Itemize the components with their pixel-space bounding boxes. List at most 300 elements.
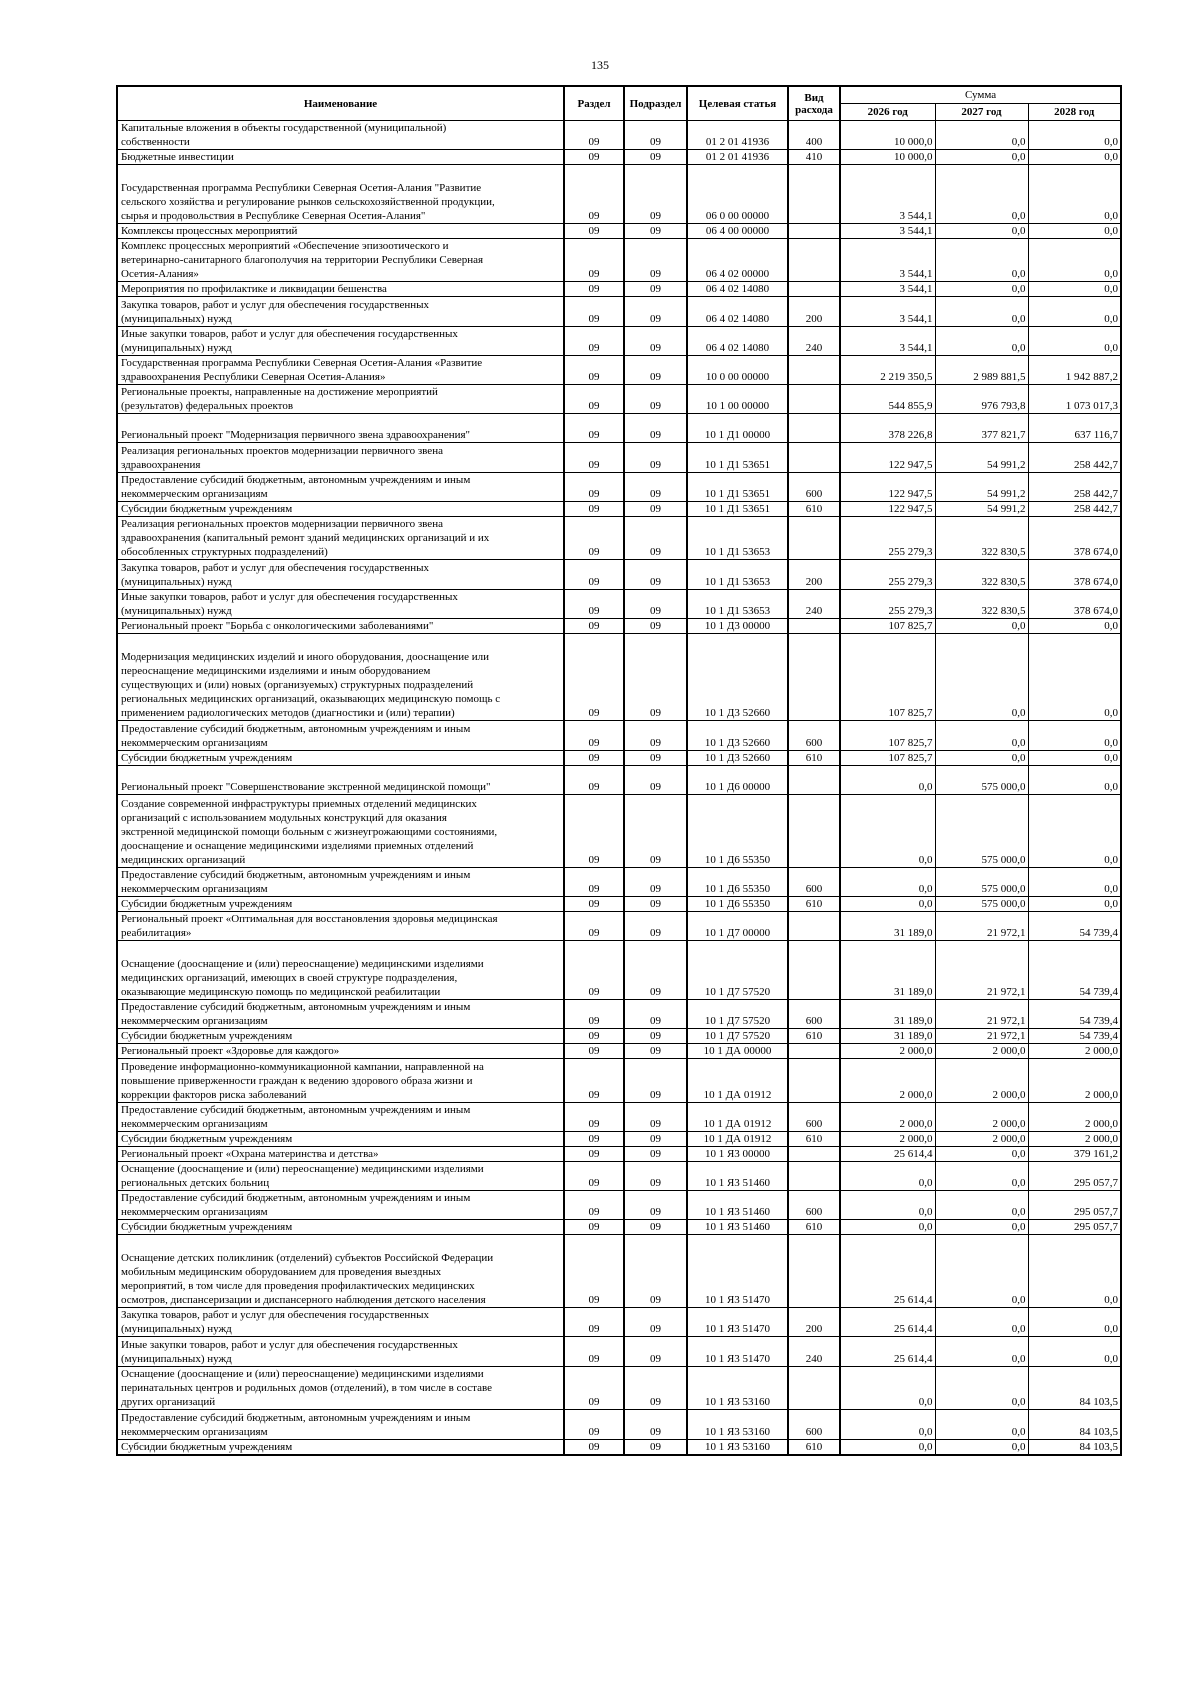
cell-vid-rashoda: 240 — [788, 589, 840, 618]
cell-podrazdel: 09 — [624, 1337, 687, 1366]
cell-vid-rashoda — [788, 165, 840, 223]
cell-name: Модернизация медицинских изделий и иного оборудования, дооснащение или переоснащение медицинскими изделиями и иным оборудованием существующих и (или) новых (организуемых) структурных подразделений региональных медицинских организаций, оказывающих медицинскую помощь с применением радиологических методов (диагностики и (или) терапии) — [117, 633, 564, 721]
table-row — [117, 414, 1121, 443]
table-row — [117, 121, 1121, 150]
cell-vid-rashoda — [788, 223, 840, 238]
cell-sum-2027: 0,0 — [935, 121, 1028, 150]
cell-sum-2026: 107 825,7 — [840, 721, 935, 750]
cell-sum-2027: 0,0 — [935, 1410, 1028, 1439]
cell-sum-2026: 0,0 — [840, 1410, 935, 1439]
table-row — [117, 165, 1121, 223]
cell-sum-2028: 0,0 — [1028, 238, 1121, 282]
cell-razdel: 09 — [564, 1410, 624, 1439]
cell-sum-2027: 0,0 — [935, 1366, 1028, 1410]
cell-celevaya-statya: 06 4 02 14080 — [687, 297, 788, 326]
cell-name: Оснащение (дооснащение и (или) переоснащение) медицинскими изделиями медицинских организаций, имеющих в своей структуре подразделения, оказывающие медицинскую помощь по медицинской реабилитации — [117, 941, 564, 999]
cell-celevaya-statya: 06 4 02 14080 — [687, 326, 788, 355]
cell-podrazdel: 09 — [624, 150, 687, 165]
table-row — [117, 1366, 1121, 1410]
cell-vid-rashoda: 610 — [788, 1028, 840, 1043]
cell-name: Субсидии бюджетным учреждениям — [117, 1131, 564, 1146]
cell-sum-2027: 575 000,0 — [935, 867, 1028, 896]
cell-sum-2028: 54 739,4 — [1028, 999, 1121, 1028]
cell-sum-2027: 575 000,0 — [935, 897, 1028, 912]
cell-name: Комплекс процессных мероприятий «Обеспечение эпизоотического и ветеринарно-санитарного благополучия на территории Республики Северная Осетия-Алания» — [117, 238, 564, 282]
table-row — [117, 297, 1121, 326]
cell-sum-2028: 54 739,4 — [1028, 941, 1121, 999]
table-row — [117, 443, 1121, 472]
cell-name: Предоставление субсидий бюджетным, автономным учреждениям и иным некоммерческим организациям — [117, 721, 564, 750]
cell-sum-2027: 0,0 — [935, 618, 1028, 633]
table-row — [117, 282, 1121, 297]
cell-vid-rashoda — [788, 414, 840, 443]
cell-sum-2027: 0,0 — [935, 1439, 1028, 1455]
cell-sum-2027: 322 830,5 — [935, 516, 1028, 560]
cell-celevaya-statya: 10 1 Я3 53160 — [687, 1366, 788, 1410]
cell-podrazdel: 09 — [624, 1161, 687, 1190]
cell-name: Закупка товаров, работ и услуг для обеспечения государственных (муниципальных) нужд — [117, 1308, 564, 1337]
table-row — [117, 1043, 1121, 1058]
cell-vid-rashoda — [788, 618, 840, 633]
cell-celevaya-statya: 10 1 ДА 01912 — [687, 1058, 788, 1102]
table-row — [117, 1102, 1121, 1131]
cell-celevaya-statya: 10 1 Д6 55350 — [687, 897, 788, 912]
cell-name: Региональный проект "Совершенствование экстренной медицинской помощи" — [117, 765, 564, 794]
cell-podrazdel: 09 — [624, 1043, 687, 1058]
header-summa: Сумма — [840, 86, 1121, 104]
cell-sum-2026: 0,0 — [840, 1161, 935, 1190]
cell-razdel: 09 — [564, 326, 624, 355]
budget-table — [116, 85, 1122, 1456]
cell-sum-2027: 54 991,2 — [935, 472, 1028, 501]
cell-sum-2026: 122 947,5 — [840, 472, 935, 501]
cell-vid-rashoda — [788, 516, 840, 560]
cell-razdel: 09 — [564, 1161, 624, 1190]
cell-sum-2026: 25 614,4 — [840, 1235, 935, 1308]
table-row — [117, 560, 1121, 589]
cell-sum-2028: 0,0 — [1028, 750, 1121, 765]
table-row — [117, 384, 1121, 413]
cell-name: Субсидии бюджетным учреждениям — [117, 501, 564, 516]
cell-celevaya-statya: 01 2 01 41936 — [687, 150, 788, 165]
cell-name: Региональные проекты, направленные на достижение мероприятий (результатов) федеральных проектов — [117, 384, 564, 413]
cell-podrazdel: 09 — [624, 223, 687, 238]
cell-name: Оснащение детских поликлиник (отделений) субъектов Российской Федерации мобильным медицинским оборудованием для проведения выездных мероприятий, в том числе для проведения профилактических медицинских осмотров, диспансеризации и диспансерного наблюдения детского населения — [117, 1235, 564, 1308]
cell-celevaya-statya: 06 4 00 00000 — [687, 223, 788, 238]
cell-podrazdel: 09 — [624, 326, 687, 355]
cell-sum-2027: 0,0 — [935, 1235, 1028, 1308]
cell-sum-2028: 295 057,7 — [1028, 1190, 1121, 1219]
cell-sum-2027: 322 830,5 — [935, 560, 1028, 589]
cell-sum-2027: 0,0 — [935, 750, 1028, 765]
cell-podrazdel: 09 — [624, 1146, 687, 1161]
cell-sum-2028: 258 442,7 — [1028, 472, 1121, 501]
cell-sum-2028: 258 442,7 — [1028, 501, 1121, 516]
cell-celevaya-statya: 10 1 Д6 00000 — [687, 765, 788, 794]
cell-razdel: 09 — [564, 1058, 624, 1102]
cell-sum-2027: 0,0 — [935, 326, 1028, 355]
cell-podrazdel: 09 — [624, 355, 687, 384]
cell-vid-rashoda: 240 — [788, 326, 840, 355]
cell-sum-2028: 0,0 — [1028, 1337, 1121, 1366]
cell-sum-2026: 107 825,7 — [840, 750, 935, 765]
table-row — [117, 912, 1121, 941]
cell-sum-2027: 0,0 — [935, 1190, 1028, 1219]
cell-celevaya-statya: 10 1 Д3 00000 — [687, 618, 788, 633]
cell-sum-2028: 0,0 — [1028, 121, 1121, 150]
cell-celevaya-statya: 10 1 Д7 57520 — [687, 1028, 788, 1043]
table-row — [117, 750, 1121, 765]
table-row — [117, 867, 1121, 896]
cell-celevaya-statya: 10 1 Д3 52660 — [687, 633, 788, 721]
cell-vid-rashoda: 610 — [788, 501, 840, 516]
cell-vid-rashoda: 400 — [788, 121, 840, 150]
cell-name: Предоставление субсидий бюджетным, автономным учреждениям и иным некоммерческим организациям — [117, 472, 564, 501]
cell-sum-2028: 295 057,7 — [1028, 1220, 1121, 1235]
cell-name: Субсидии бюджетным учреждениям — [117, 897, 564, 912]
cell-vid-rashoda — [788, 355, 840, 384]
cell-sum-2028: 295 057,7 — [1028, 1161, 1121, 1190]
cell-sum-2026: 25 614,4 — [840, 1337, 935, 1366]
cell-sum-2026: 2 000,0 — [840, 1102, 935, 1131]
cell-sum-2026: 3 544,1 — [840, 297, 935, 326]
cell-vid-rashoda: 610 — [788, 1439, 840, 1455]
cell-sum-2028: 1 073 017,3 — [1028, 384, 1121, 413]
cell-sum-2026: 255 279,3 — [840, 589, 935, 618]
table-row — [117, 1190, 1121, 1219]
cell-razdel: 09 — [564, 794, 624, 867]
cell-podrazdel: 09 — [624, 1102, 687, 1131]
cell-sum-2026: 31 189,0 — [840, 999, 935, 1028]
cell-celevaya-statya: 10 1 Я3 53160 — [687, 1439, 788, 1455]
cell-podrazdel: 09 — [624, 501, 687, 516]
cell-sum-2027: 0,0 — [935, 223, 1028, 238]
cell-sum-2028: 0,0 — [1028, 633, 1121, 721]
cell-celevaya-statya: 10 1 Д6 55350 — [687, 794, 788, 867]
cell-sum-2026: 0,0 — [840, 794, 935, 867]
cell-razdel: 09 — [564, 501, 624, 516]
table-row — [117, 999, 1121, 1028]
table-row — [117, 1058, 1121, 1102]
cell-sum-2026: 3 544,1 — [840, 165, 935, 223]
cell-razdel: 09 — [564, 1308, 624, 1337]
cell-sum-2027: 0,0 — [935, 1161, 1028, 1190]
cell-celevaya-statya: 10 1 Д1 53651 — [687, 501, 788, 516]
cell-sum-2026: 544 855,9 — [840, 384, 935, 413]
cell-sum-2026: 0,0 — [840, 897, 935, 912]
cell-name: Субсидии бюджетным учреждениям — [117, 750, 564, 765]
cell-razdel: 09 — [564, 165, 624, 223]
cell-sum-2027: 2 000,0 — [935, 1043, 1028, 1058]
cell-sum-2028: 54 739,4 — [1028, 912, 1121, 941]
cell-podrazdel: 09 — [624, 999, 687, 1028]
cell-sum-2028: 0,0 — [1028, 1235, 1121, 1308]
cell-sum-2027: 0,0 — [935, 238, 1028, 282]
cell-sum-2026: 255 279,3 — [840, 560, 935, 589]
cell-vid-rashoda: 600 — [788, 721, 840, 750]
cell-razdel: 09 — [564, 1366, 624, 1410]
cell-name: Государственная программа Республики Северная Осетия-Алания «Развитие здравоохранения Республики Северная Осетия-Алания» — [117, 355, 564, 384]
cell-sum-2026: 3 544,1 — [840, 282, 935, 297]
table-row — [117, 1161, 1121, 1190]
table-row — [117, 516, 1121, 560]
table-row — [117, 721, 1121, 750]
cell-sum-2026: 107 825,7 — [840, 633, 935, 721]
cell-sum-2026: 0,0 — [840, 765, 935, 794]
cell-sum-2026: 31 189,0 — [840, 912, 935, 941]
cell-sum-2027: 54 991,2 — [935, 443, 1028, 472]
cell-name: Комплексы процессных мероприятий — [117, 223, 564, 238]
cell-sum-2026: 107 825,7 — [840, 618, 935, 633]
table-row — [117, 238, 1121, 282]
cell-razdel: 09 — [564, 355, 624, 384]
table-row — [117, 589, 1121, 618]
cell-vid-rashoda — [788, 1043, 840, 1058]
cell-sum-2027: 575 000,0 — [935, 765, 1028, 794]
cell-vid-rashoda: 600 — [788, 999, 840, 1028]
table-row — [117, 618, 1121, 633]
table-row — [117, 1410, 1121, 1439]
cell-sum-2026: 3 544,1 — [840, 326, 935, 355]
cell-podrazdel: 09 — [624, 1366, 687, 1410]
cell-sum-2026: 0,0 — [840, 1190, 935, 1219]
cell-razdel: 09 — [564, 282, 624, 297]
cell-podrazdel: 09 — [624, 297, 687, 326]
cell-sum-2027: 0,0 — [935, 1308, 1028, 1337]
cell-sum-2028: 378 674,0 — [1028, 560, 1121, 589]
cell-vid-rashoda — [788, 1058, 840, 1102]
cell-podrazdel: 09 — [624, 1308, 687, 1337]
cell-name: Государственная программа Республики Северная Осетия-Алания "Развитие сельского хозяйства и регулирование рынков сельскохозяйственной продукции, сырья и продовольствия в Республике Северная Осетия-Алания" — [117, 165, 564, 223]
cell-celevaya-statya: 10 1 Д3 52660 — [687, 721, 788, 750]
cell-razdel: 09 — [564, 721, 624, 750]
cell-sum-2028: 637 116,7 — [1028, 414, 1121, 443]
cell-name: Оснащение (дооснащение и (или) переоснащение) медицинскими изделиями региональных детских больниц — [117, 1161, 564, 1190]
cell-vid-rashoda — [788, 941, 840, 999]
cell-sum-2028: 0,0 — [1028, 1308, 1121, 1337]
cell-vid-rashoda: 600 — [788, 472, 840, 501]
cell-name: Субсидии бюджетным учреждениям — [117, 1220, 564, 1235]
cell-sum-2028: 2 000,0 — [1028, 1058, 1121, 1102]
cell-sum-2028: 2 000,0 — [1028, 1131, 1121, 1146]
cell-razdel: 09 — [564, 1190, 624, 1219]
cell-name: Проведение информационно-коммуникационной кампании, направленной на повышение приверженности граждан к ведению здорового образа жизни и коррекции факторов риска заболеваний — [117, 1058, 564, 1102]
cell-sum-2027: 0,0 — [935, 150, 1028, 165]
table-row — [117, 326, 1121, 355]
cell-razdel: 09 — [564, 633, 624, 721]
cell-celevaya-statya: 10 1 ДА 01912 — [687, 1102, 788, 1131]
cell-sum-2026: 2 000,0 — [840, 1058, 935, 1102]
cell-vid-rashoda: 610 — [788, 897, 840, 912]
header-vid-rashoda: Вид расхода — [788, 86, 840, 121]
table-row — [117, 1131, 1121, 1146]
cell-sum-2026: 0,0 — [840, 1220, 935, 1235]
cell-podrazdel: 09 — [624, 165, 687, 223]
cell-vid-rashoda: 200 — [788, 1308, 840, 1337]
cell-celevaya-statya: 10 1 00 00000 — [687, 384, 788, 413]
cell-sum-2026: 122 947,5 — [840, 501, 935, 516]
cell-podrazdel: 09 — [624, 589, 687, 618]
cell-sum-2028: 1 942 887,2 — [1028, 355, 1121, 384]
cell-podrazdel: 09 — [624, 384, 687, 413]
cell-celevaya-statya: 10 1 Д1 53651 — [687, 443, 788, 472]
cell-sum-2028: 2 000,0 — [1028, 1102, 1121, 1131]
cell-vid-rashoda: 200 — [788, 560, 840, 589]
cell-sum-2027: 21 972,1 — [935, 999, 1028, 1028]
cell-sum-2026: 25 614,4 — [840, 1308, 935, 1337]
cell-razdel: 09 — [564, 297, 624, 326]
cell-razdel: 09 — [564, 765, 624, 794]
cell-sum-2028: 0,0 — [1028, 223, 1121, 238]
cell-razdel: 09 — [564, 589, 624, 618]
table-row — [117, 765, 1121, 794]
cell-razdel: 09 — [564, 560, 624, 589]
cell-name: Создание современной инфраструктуры приемных отделений медицинских организаций с использованием модульных конструкций для оказания экстренной медицинской помощи больным с жизнеугрожающими состояниями, дооснащение и оснащение медицинскими изделиями приемных отделений медицинских организаций — [117, 794, 564, 867]
cell-sum-2027: 21 972,1 — [935, 1028, 1028, 1043]
cell-sum-2026: 2 219 350,5 — [840, 355, 935, 384]
cell-name: Мероприятия по профилактике и ликвидации бешенства — [117, 282, 564, 297]
cell-celevaya-statya: 10 1 ДА 00000 — [687, 1043, 788, 1058]
cell-sum-2028: 0,0 — [1028, 765, 1121, 794]
cell-name: Предоставление субсидий бюджетным, автономным учреждениям и иным некоммерческим организациям — [117, 1102, 564, 1131]
cell-sum-2027: 0,0 — [935, 1337, 1028, 1366]
cell-razdel: 09 — [564, 618, 624, 633]
cell-razdel: 09 — [564, 472, 624, 501]
cell-name: Иные закупки товаров, работ и услуг для обеспечения государственных (муниципальных) нужд — [117, 589, 564, 618]
cell-razdel: 09 — [564, 516, 624, 560]
cell-vid-rashoda: 600 — [788, 1102, 840, 1131]
cell-vid-rashoda: 610 — [788, 1220, 840, 1235]
cell-podrazdel: 09 — [624, 121, 687, 150]
cell-vid-rashoda — [788, 765, 840, 794]
cell-podrazdel: 09 — [624, 1058, 687, 1102]
cell-sum-2026: 31 189,0 — [840, 1028, 935, 1043]
cell-vid-rashoda: 240 — [788, 1337, 840, 1366]
table-header — [117, 86, 1121, 121]
table-row — [117, 1337, 1121, 1366]
cell-celevaya-statya: 10 1 Я3 51470 — [687, 1337, 788, 1366]
table-row — [117, 794, 1121, 867]
table-row — [117, 223, 1121, 238]
header-year-2028: 2028 год — [1028, 104, 1121, 121]
cell-podrazdel: 09 — [624, 1131, 687, 1146]
cell-podrazdel: 09 — [624, 516, 687, 560]
cell-vid-rashoda: 600 — [788, 1190, 840, 1219]
cell-celevaya-statya: 10 1 Я3 51470 — [687, 1308, 788, 1337]
cell-razdel: 09 — [564, 238, 624, 282]
cell-podrazdel: 09 — [624, 1220, 687, 1235]
cell-sum-2028: 84 103,5 — [1028, 1410, 1121, 1439]
table-body — [117, 121, 1121, 1455]
cell-sum-2028: 0,0 — [1028, 326, 1121, 355]
cell-name: Реализация региональных проектов модернизации первичного звена здравоохранения (капитальный ремонт зданий медицинских организаций и их обособленных структурных подразделений) — [117, 516, 564, 560]
header-celevaya-statya: Целевая статья — [687, 86, 788, 121]
cell-sum-2027: 0,0 — [935, 165, 1028, 223]
table-row — [117, 897, 1121, 912]
cell-sum-2028: 0,0 — [1028, 721, 1121, 750]
cell-podrazdel: 09 — [624, 560, 687, 589]
cell-name: Предоставление субсидий бюджетным, автономным учреждениям и иным некоммерческим организациям — [117, 867, 564, 896]
cell-celevaya-statya: 10 1 ДА 01912 — [687, 1131, 788, 1146]
cell-podrazdel: 09 — [624, 941, 687, 999]
cell-sum-2028: 0,0 — [1028, 165, 1121, 223]
cell-podrazdel: 09 — [624, 282, 687, 297]
cell-vid-rashoda — [788, 633, 840, 721]
cell-podrazdel: 09 — [624, 633, 687, 721]
cell-razdel: 09 — [564, 223, 624, 238]
cell-razdel: 09 — [564, 150, 624, 165]
cell-name: Региональный проект "Модернизация первичного звена здравоохранения" — [117, 414, 564, 443]
cell-razdel: 09 — [564, 912, 624, 941]
cell-razdel: 09 — [564, 414, 624, 443]
cell-sum-2026: 3 544,1 — [840, 223, 935, 238]
cell-sum-2027: 322 830,5 — [935, 589, 1028, 618]
cell-celevaya-statya: 10 1 Д1 53653 — [687, 516, 788, 560]
table-row — [117, 633, 1121, 721]
cell-vid-rashoda — [788, 1161, 840, 1190]
cell-celevaya-statya: 10 1 Д3 52660 — [687, 750, 788, 765]
cell-podrazdel: 09 — [624, 897, 687, 912]
header-podrazdel: Подраздел — [624, 86, 687, 121]
cell-name: Субсидии бюджетным учреждениям — [117, 1028, 564, 1043]
cell-celevaya-statya: 01 2 01 41936 — [687, 121, 788, 150]
cell-razdel: 09 — [564, 1146, 624, 1161]
cell-sum-2027: 377 821,7 — [935, 414, 1028, 443]
cell-celevaya-statya: 10 1 Я3 51460 — [687, 1161, 788, 1190]
cell-sum-2026: 0,0 — [840, 1439, 935, 1455]
cell-celevaya-statya: 10 1 Я3 51460 — [687, 1220, 788, 1235]
cell-sum-2028: 0,0 — [1028, 618, 1121, 633]
cell-razdel: 09 — [564, 750, 624, 765]
cell-vid-rashoda — [788, 1235, 840, 1308]
cell-razdel: 09 — [564, 941, 624, 999]
cell-podrazdel: 09 — [624, 765, 687, 794]
cell-celevaya-statya: 10 1 Я3 51460 — [687, 1190, 788, 1219]
cell-name: Бюджетные инвестиции — [117, 150, 564, 165]
cell-name: Региональный проект "Борьба с онкологическими заболеваниями" — [117, 618, 564, 633]
cell-sum-2028: 378 674,0 — [1028, 516, 1121, 560]
cell-celevaya-statya: 10 1 Д1 53651 — [687, 472, 788, 501]
cell-name: Реализация региональных проектов модернизации первичного звена здравоохранения — [117, 443, 564, 472]
header-name: Наименование — [117, 86, 564, 121]
table-row — [117, 501, 1121, 516]
cell-vid-rashoda — [788, 238, 840, 282]
cell-celevaya-statya: 10 1 Д1 53653 — [687, 589, 788, 618]
cell-sum-2028: 2 000,0 — [1028, 1043, 1121, 1058]
cell-podrazdel: 09 — [624, 1439, 687, 1455]
cell-vid-rashoda — [788, 384, 840, 413]
cell-podrazdel: 09 — [624, 1190, 687, 1219]
cell-vid-rashoda: 200 — [788, 297, 840, 326]
cell-sum-2027: 0,0 — [935, 297, 1028, 326]
cell-vid-rashoda — [788, 1366, 840, 1410]
cell-podrazdel: 09 — [624, 238, 687, 282]
cell-celevaya-statya: 10 1 Д6 55350 — [687, 867, 788, 896]
cell-celevaya-statya: 06 4 02 14080 — [687, 282, 788, 297]
page-number: 135 — [591, 58, 609, 72]
cell-celevaya-statya: 10 1 Д1 00000 — [687, 414, 788, 443]
cell-name: Региональный проект «Оптимальная для восстановления здоровья медицинская реабилитация» — [117, 912, 564, 941]
cell-celevaya-statya: 10 1 Я3 00000 — [687, 1146, 788, 1161]
cell-podrazdel: 09 — [624, 912, 687, 941]
table-row — [117, 150, 1121, 165]
cell-razdel: 09 — [564, 897, 624, 912]
cell-name: Предоставление субсидий бюджетным, автономным учреждениям и иным некоммерческим организациям — [117, 999, 564, 1028]
cell-name: Предоставление субсидий бюджетным, автономным учреждениям и иным некоммерческим организациям — [117, 1190, 564, 1219]
cell-razdel: 09 — [564, 1337, 624, 1366]
table-row — [117, 1146, 1121, 1161]
cell-razdel: 09 — [564, 1439, 624, 1455]
